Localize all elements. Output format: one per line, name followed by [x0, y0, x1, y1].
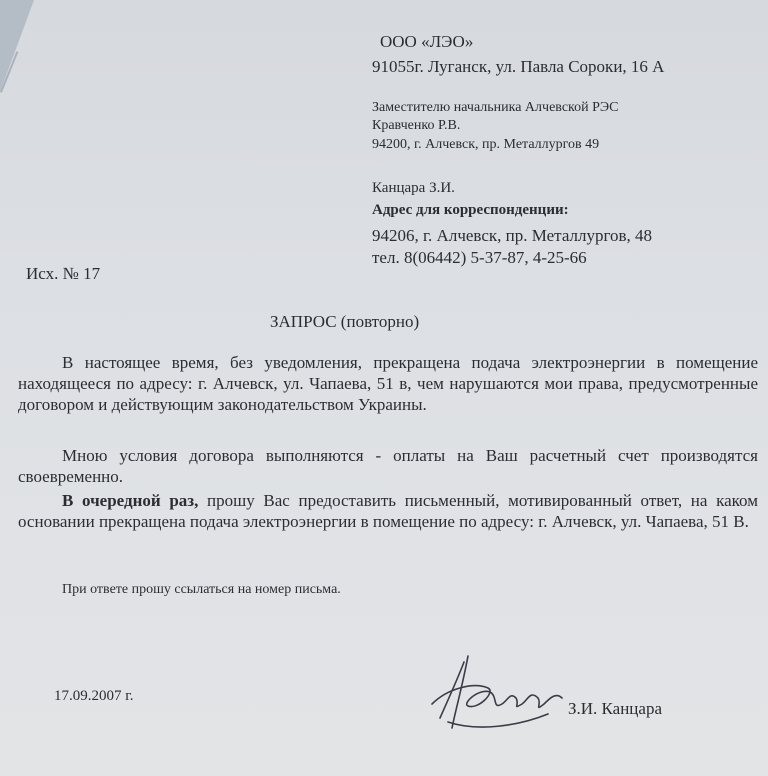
recipient-name: Кравченко Р.В.: [372, 118, 461, 133]
footnote: При ответе прошу ссылаться на номер письма.: [62, 582, 341, 597]
handwritten-signature: [418, 648, 568, 740]
letter-date: 17.09.2007 г.: [54, 688, 134, 704]
paragraph-3-text: прошу Вас предоставить письменный, мотивированный ответ, на каком основании прекращена подача электроэнергии в помещение по адресу: г. Алчевск, ул. Чапаева, 51 В.: [18, 491, 758, 531]
body-paragraph-3: [18, 490, 758, 532]
requester-address: 94206, г. Алчевск, пр. Металлургов, 48: [372, 226, 653, 245]
sender-address: 91055г. Луганск, ул. Павла Сороки, 16 А: [372, 57, 665, 76]
requester-phone: тел. 8(06442) 5-37-87, 4-25-66: [372, 248, 587, 267]
body-paragraph-2: Мною условия договора выполняются - оплаты на Ваш расчетный счет производятся своевременно.: [18, 446, 758, 486]
outgoing-number: Исх. № 17: [26, 264, 101, 283]
document-title: ЗАПРОС (повторно): [270, 312, 420, 331]
body-paragraph-1: В настоящее время, без уведомления, прекращена подача электроэнергии в помещение находящееся по адресу: г. Алчевск, ул. Чапаева, 51 в, чем нарушаются мои права, предусмотренные договором и действующим законодательством Украины.: [18, 353, 758, 414]
recipient-position: Заместителю начальника Алчевской РЭС: [372, 100, 619, 115]
signatory-name: З.И. Канцара: [568, 699, 662, 718]
emphasis-text: В очередной раз,: [62, 491, 199, 510]
requester-name: Канцара З.И.: [372, 180, 455, 196]
recipient-address: 94200, г. Алчевск, пр. Металлургов 49: [372, 137, 600, 152]
sender-org: ООО «ЛЭО»: [380, 32, 474, 51]
correspondence-label: Адрес для корреспонденции:: [372, 202, 569, 218]
